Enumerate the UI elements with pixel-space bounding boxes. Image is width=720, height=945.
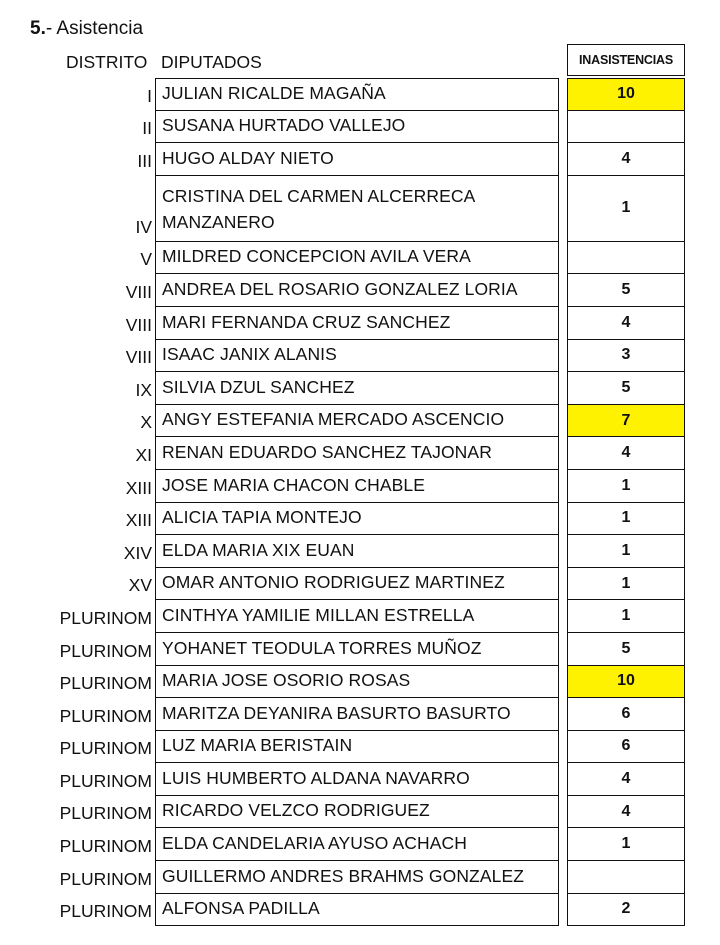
inasistencias-cell: 1	[567, 568, 685, 601]
diputado-cell	[155, 698, 559, 731]
distrito-cell: I	[147, 85, 152, 106]
table-row	[0, 666, 720, 699]
header-diputados: DIPUTADOS	[161, 52, 262, 72]
distrito-cell: PLURINOM	[59, 836, 152, 857]
diputado-name: HUGO ALDAY NIETO	[162, 147, 334, 168]
diputado-name: CINTHYA YAMILIE MILLAN ESTRELLA	[162, 604, 475, 625]
table-row	[0, 568, 720, 601]
distrito-cell: V	[140, 249, 152, 270]
inasistencias-cell	[567, 861, 685, 894]
table-row	[0, 78, 720, 111]
table-row	[0, 372, 720, 405]
table-row	[0, 828, 720, 861]
diputado-name: GUILLERMO ANDRES BRAHMS GONZALEZ	[162, 865, 525, 886]
header-inasistencias: INASISTENCIAS	[567, 44, 685, 76]
table-row	[0, 633, 720, 666]
diputado-cell	[155, 143, 559, 176]
diputado-cell	[155, 731, 559, 764]
table-row	[0, 535, 720, 568]
table-row	[0, 600, 720, 633]
inasistencias-cell: 4	[567, 763, 685, 796]
diputado-name: MARITZA DEYANIRA BASURTO BASURTO	[162, 702, 511, 723]
table-row	[0, 307, 720, 340]
inasistencias-cell	[567, 242, 685, 275]
diputado-name: ANGY ESTEFANIA MERCADO ASCENCIO	[162, 409, 505, 430]
diputado-name: LUIS HUMBERTO ALDANA NAVARRO	[162, 767, 470, 788]
table-row	[0, 698, 720, 731]
section-label: - Asistencia	[45, 18, 144, 39]
diputado-name: SILVIA DZUL SANCHEZ	[162, 376, 355, 397]
diputado-cell	[155, 828, 559, 861]
inasistencias-cell: 4	[567, 437, 685, 470]
distrito-cell: PLURINOM	[59, 673, 152, 694]
diputado-name: RENAN EDUARDO SANCHEZ TAJONAR	[162, 441, 492, 462]
diputado-cell	[155, 470, 559, 503]
distrito-cell: PLURINOM	[59, 640, 152, 661]
diputado-cell	[155, 372, 559, 405]
inasistencias-cell: 5	[567, 274, 685, 307]
diputado-cell	[155, 405, 559, 438]
distrito-cell: XIII	[125, 477, 152, 498]
table-row	[0, 503, 720, 536]
table-row	[0, 143, 720, 176]
diputado-cell	[155, 307, 559, 340]
diputado-cell	[155, 111, 559, 144]
distrito-cell: PLURINOM	[59, 705, 152, 726]
inasistencias-cell: 4	[567, 307, 685, 340]
diputado-name: MARIA JOSE OSORIO ROSAS	[162, 670, 411, 691]
distrito-cell: PLURINOM	[59, 803, 152, 824]
diputado-cell	[155, 437, 559, 470]
inasistencias-cell: 6	[567, 731, 685, 764]
diputado-cell	[155, 176, 559, 242]
diputado-name: SUSANA HURTADO VALLEJO	[162, 115, 406, 136]
diputado-cell	[155, 242, 559, 275]
diputado-name: MILDRED CONCEPCION AVILA VERA	[162, 246, 471, 267]
diputado-cell	[155, 340, 559, 373]
table-row	[0, 176, 720, 242]
distrito-cell: XIII	[125, 510, 152, 531]
inasistencias-cell: 5	[567, 633, 685, 666]
table-row	[0, 340, 720, 373]
diputado-cell	[155, 78, 559, 111]
distrito-cell: VIII	[125, 347, 152, 368]
distrito-cell: VIII	[125, 314, 152, 335]
diputado-cell	[155, 666, 559, 699]
inasistencias-cell: 10	[567, 666, 685, 699]
diputado-cell	[155, 796, 559, 829]
distrito-cell: XI	[135, 444, 152, 465]
diputado-name: LUZ MARIA BERISTAIN	[162, 735, 353, 756]
diputado-cell	[155, 568, 559, 601]
diputado-name: ELDA CANDELARIA AYUSO ACHACH	[162, 833, 467, 854]
diputado-cell	[155, 763, 559, 796]
diputado-name: ALFONSA PADILLA	[162, 898, 320, 919]
inasistencias-cell: 10	[567, 78, 685, 111]
inasistencias-cell: 4	[567, 796, 685, 829]
distrito-cell: II	[142, 118, 152, 139]
table-row	[0, 763, 720, 796]
diputado-name: JULIAN RICALDE MAGAÑA	[162, 82, 386, 103]
diputado-name: CRISTINA DEL CARMEN ALCERRECA MANZANERO	[162, 185, 475, 232]
distrito-cell: VIII	[125, 281, 152, 302]
diputado-name: JOSE MARIA CHACON CHABLE	[162, 474, 426, 495]
diputado-name: YOHANET TEODULA TORRES MUÑOZ	[162, 637, 482, 658]
diputado-cell	[155, 535, 559, 568]
inasistencias-cell: 1	[567, 470, 685, 503]
distrito-cell: PLURINOM	[59, 738, 152, 759]
distrito-cell: III	[137, 150, 152, 171]
table-row	[0, 242, 720, 275]
table-row	[0, 796, 720, 829]
distrito-cell: PLURINOM	[59, 770, 152, 791]
diputado-name: MARI FERNANDA CRUZ SANCHEZ	[162, 311, 451, 332]
table-row	[0, 437, 720, 470]
diputado-cell	[155, 503, 559, 536]
diputado-cell	[155, 274, 559, 307]
inasistencias-cell: 1	[567, 176, 685, 242]
inasistencias-cell: 4	[567, 143, 685, 176]
diputado-name: OMAR ANTONIO RODRIGUEZ MARTINEZ	[162, 572, 505, 593]
section-title	[30, 18, 143, 40]
inasistencias-cell: 3	[567, 340, 685, 373]
distrito-cell: X	[140, 412, 152, 433]
inasistencias-cell: 1	[567, 503, 685, 536]
distrito-cell: PLURINOM	[59, 607, 152, 628]
header-distrito: DISTRITO	[66, 52, 148, 72]
diputado-name: ISAAC JANIX ALANIS	[162, 344, 337, 365]
table-row	[0, 861, 720, 894]
table-row	[0, 731, 720, 764]
diputado-cell	[155, 894, 559, 927]
table-row	[0, 111, 720, 144]
inasistencias-cell: 1	[567, 828, 685, 861]
inasistencias-cell: 1	[567, 600, 685, 633]
diputado-cell	[155, 600, 559, 633]
section-number: 5.	[30, 18, 46, 39]
inasistencias-cell: 5	[567, 372, 685, 405]
distrito-cell: IX	[135, 379, 152, 400]
table-row	[0, 274, 720, 307]
table-row	[0, 894, 720, 927]
table-row	[0, 470, 720, 503]
table-row	[0, 405, 720, 438]
inasistencias-cell: 2	[567, 894, 685, 927]
inasistencias-cell: 1	[567, 535, 685, 568]
diputado-name: ELDA MARIA XIX EUAN	[162, 539, 355, 560]
diputado-name: ANDREA DEL ROSARIO GONZALEZ LORIA	[162, 278, 518, 299]
diputado-cell	[155, 861, 559, 894]
distrito-cell: IV	[135, 216, 152, 237]
diputado-name: ALICIA TAPIA MONTEJO	[162, 507, 362, 528]
distrito-cell: XV	[128, 575, 152, 596]
distrito-cell: PLURINOM	[59, 868, 152, 889]
distrito-cell: XIV	[123, 542, 152, 563]
diputado-name: RICARDO VELZCO RODRIGUEZ	[162, 800, 430, 821]
attendance-table	[0, 78, 720, 926]
diputado-cell	[155, 633, 559, 666]
distrito-cell: PLURINOM	[59, 901, 152, 922]
inasistencias-cell	[567, 111, 685, 144]
inasistencias-cell: 7	[567, 405, 685, 438]
inasistencias-cell: 6	[567, 698, 685, 731]
